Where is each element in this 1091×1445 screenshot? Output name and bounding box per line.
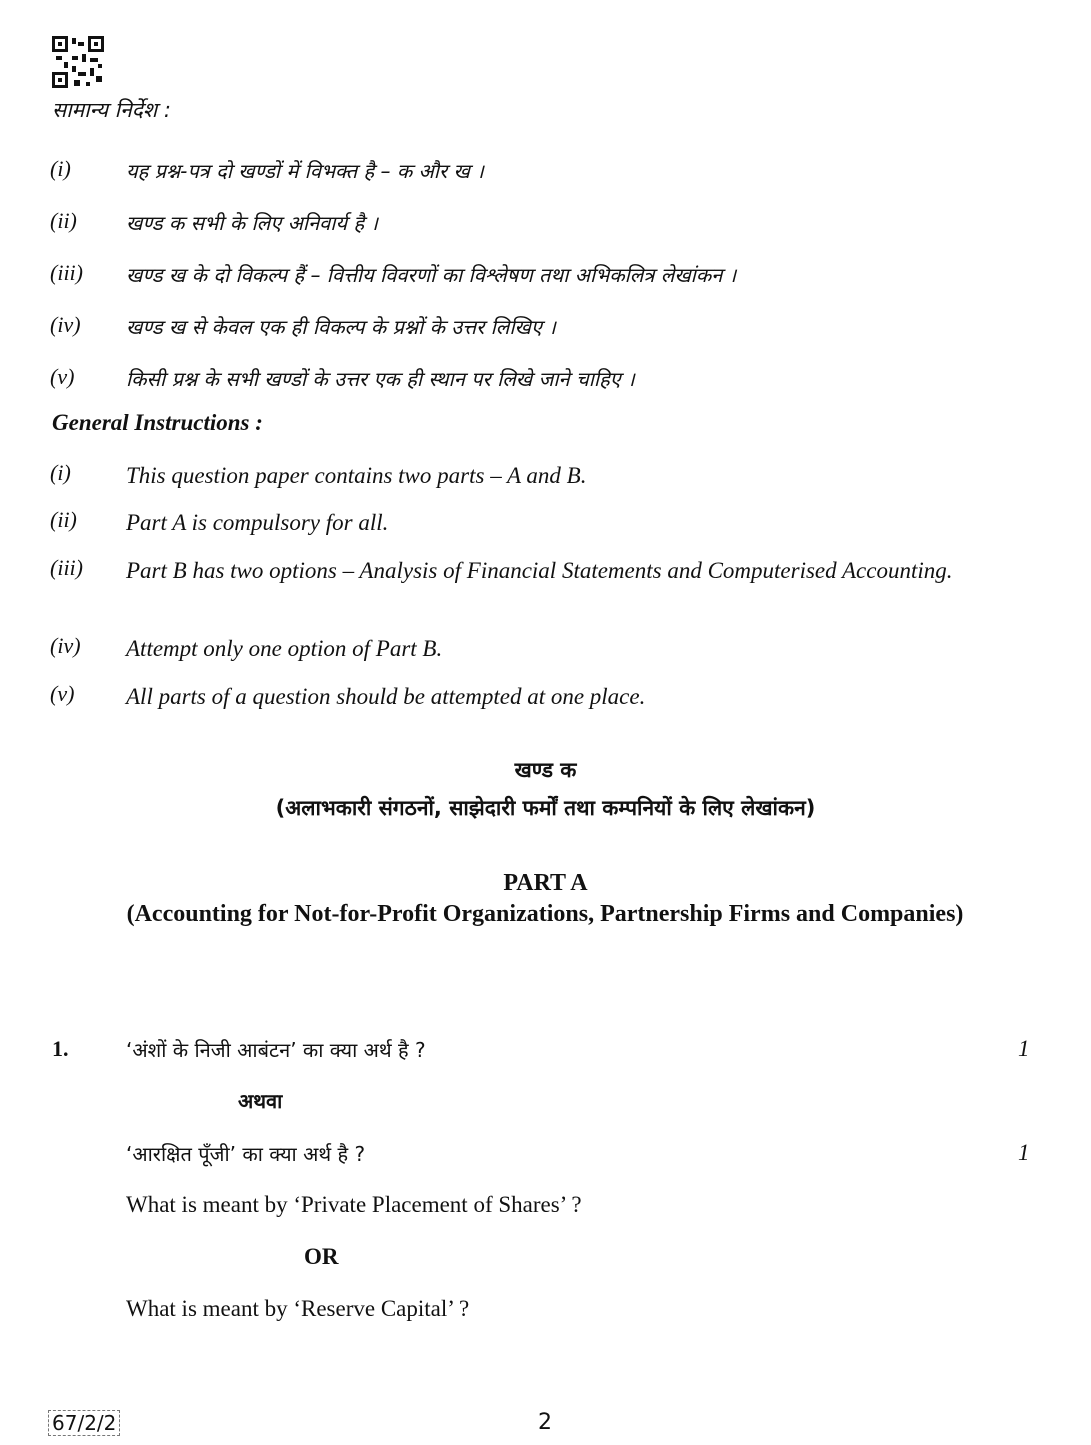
page-number: 2 bbox=[538, 1410, 552, 1435]
hindi-instructions-heading: सामान्य निर्देश : bbox=[52, 98, 171, 122]
paper-code: 67/2/2 bbox=[48, 1410, 120, 1436]
marks-label: 1 bbox=[1018, 1140, 1030, 1165]
question-alt-text-english: What is meant by ‘Reserve Capital’ ? bbox=[126, 1296, 470, 1321]
question-text-english: What is meant by ‘Private Placement of Shares’ ? bbox=[126, 1192, 582, 1217]
section-subtitle-english: (Accounting for Not-for-Profit Organizations, Partnership Firms and Companies) bbox=[126, 901, 964, 927]
section-title-hindi: खण्ड क bbox=[514, 758, 577, 782]
marks-label: 1 bbox=[1018, 1036, 1030, 1061]
english-instructions-heading: General Instructions : bbox=[52, 410, 263, 435]
question-text-hindi: ‘अंशों के निजी आबंटन’ का क्या अर्थ है ? bbox=[126, 1038, 426, 1062]
or-label-hindi: अथवा bbox=[238, 1089, 283, 1113]
question-alt-text-hindi: ‘आरक्षित पूँजी’ का क्या अर्थ है ? bbox=[126, 1142, 366, 1166]
section-title-english: PART A bbox=[503, 870, 588, 896]
question-number: 1. bbox=[52, 1036, 69, 1061]
or-label-english: OR bbox=[304, 1244, 339, 1269]
qr-code-icon bbox=[52, 36, 104, 88]
section-subtitle-hindi: (अलाभकारी संगठनों, साझेदारी फर्मों तथा कम्पनियों के लिए लेखांकन) bbox=[275, 796, 816, 820]
